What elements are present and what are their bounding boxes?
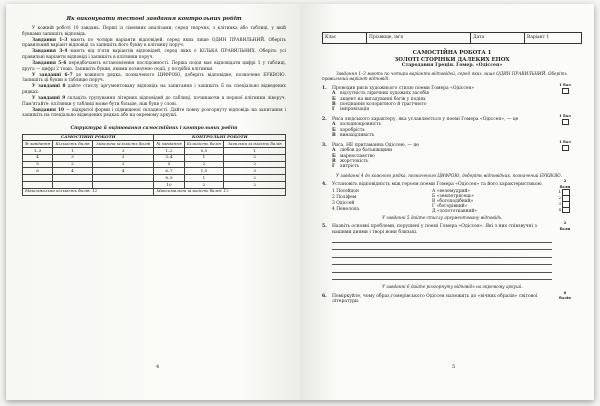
hero-name: Посейдон [336,188,359,194]
trait-letter: Б [432,193,436,199]
option-letter: Б [332,153,336,159]
option-letter: А [332,122,336,128]
question-text: Установіть відповідність між героєм поеми Гомера «Одіссея» та його характеристикою. [332,182,543,188]
right-page [300,4,594,400]
table-cell: 1–3 [23,148,53,155]
answer-box-1[interactable] [562,88,569,94]
option-text: хоробрість [340,127,365,133]
page-number-right: 5 [452,364,456,370]
instruction-1-3: Завдання 1–3 мають по чотири варіанти відповідей, серед яких лише ОДИН ПРАВИЛЬНИЙ. Оберіть правильний варіант відповіді. [322,71,567,82]
paragraph-lead: У завданні 6–7 [32,72,73,78]
table-cell: 10 [154,181,184,188]
col-task-number: № завдання [154,141,184,148]
paragraph-text: дайте стислу аргументовану відповідь на запитання і запишіть її на спеціально відведених рядках. [22,84,286,96]
answer-box-2[interactable] [562,119,569,125]
option-letter: В [332,159,336,165]
hero-number: 2 [332,194,335,200]
instruction-paragraph [22,61,286,72]
traits-list [432,189,477,214]
question-2-options [322,122,582,138]
trait-text: «богорівний» [436,203,468,209]
paragraph-lead: Завдання 1–3 [32,37,68,43]
instructions-title: Як виконувати тестові завдання контрольних робіт [66,16,242,22]
table-cell: 1,5 [184,168,224,175]
table-cell: 2 [184,161,224,168]
trait-text: «велемудрий» [436,188,470,194]
table-cell: 5 [23,161,53,168]
question-text: Поміркуйте, чому образ гомерівського Одіссея належить до «вічних образів» світової літератури. [332,293,538,305]
trait-letter: Г [432,203,435,209]
table-cell: 2 [224,181,286,188]
heroes-list [332,189,359,213]
option-letter: Б [332,127,336,133]
answer-box-3[interactable] [562,145,569,151]
question-text: Риса, НЕ притаманна Одіссею, — це [332,142,419,148]
question-1 [322,81,582,92]
question-5 [322,220,582,235]
question-number: 4. [322,182,327,188]
col-score: Кількість балів [53,141,93,148]
table-row [23,148,286,155]
option-text: поєднання колоритного й трагічного [340,102,427,107]
grid-answer-cell[interactable] [562,207,570,213]
table-cell: 2 [224,161,286,168]
table-cell: 8–9 [154,175,184,182]
answer-line[interactable] [332,249,552,250]
trait-text: «богоподібний» [436,198,474,204]
answer-line[interactable] [332,279,552,280]
answer-line[interactable] [332,264,552,265]
question-text: Назвіть основні проблеми, порушені у поемі Гомера «Одіссея». Які з них співзвучні з нашими днями і творі вони близькі. [332,224,537,235]
table-cell [92,181,154,188]
answer-option[interactable] [322,164,582,169]
option-text: винахідливість [340,133,375,139]
answer-lines[interactable] [322,242,582,281]
matching-answer-grid [555,189,570,213]
question-number: 3. [322,142,327,148]
question-text: Риса людського характеру, яка уславлюється у поемі Гомера «Одіссея», — це [332,116,519,122]
option-text: холоднокровність [340,122,382,128]
points-label: 1 бал [559,138,571,144]
col-total: Загальна кількість балів [92,141,154,148]
table-title: Структура й оцінювання самостійних і контрольних робіт [70,126,238,131]
table-cell: 1 [53,148,93,155]
trait-letter: Д [432,208,436,214]
question-number: 1. [322,85,327,91]
answer-line[interactable] [332,242,552,243]
instructions-text [22,26,286,119]
table-cell: 1 [224,148,286,155]
paragraph-lead: Завдання 10 [32,107,64,113]
instruction-paragraph [22,73,286,84]
instruction-4: У завданні 4 до кожного рядка, позначеного ЦИФРОЮ, доберіть відповідник, позначений БУКВОЮ. [336,172,563,178]
question-number: 5. [322,224,327,230]
grid-row [555,207,570,213]
question-3 [322,138,582,149]
points-label: 1 бал [559,112,571,118]
instruction-paragraph [22,96,286,107]
option-text: імпровізація [340,107,370,113]
paragraph-text: складіть групування літерних відповідей до таблиці, починаючи в першої клітинки ліворуч. Пам'ятайте: клітинки у таблиці може бути більше, ніж букв у слові. [22,96,286,107]
option-letter: Б [332,96,336,102]
paragraph-lead: У завданні 9 [32,96,66,102]
hero-name: Одіссей [336,200,355,206]
instruction-paragraph [22,38,286,49]
instruction-6: У завданні 6 дайте розгорнуту відповідь на окремому аркуші. [382,284,523,290]
workbook-spread [6,4,594,400]
student-header [322,32,582,44]
table-cell: 4 [53,168,93,175]
question-3-options [322,148,582,170]
question-text: Проводив риси художнього стилю поеми Гомера «Одіссея» [332,85,475,91]
option-letter: В [332,133,336,139]
col-score: Кількість балів [184,141,224,148]
option-letter: В [332,102,336,107]
table-cell [23,181,53,188]
grid-number: 4 [558,206,561,212]
paragraph-lead: Завдання 5–6 [32,61,67,67]
answer-line[interactable] [332,257,552,258]
option-text: акцент на вигадуванні богів у подіях [340,96,426,102]
table-cell [23,175,53,182]
question-4 [322,178,582,189]
hero-number: 3 [332,200,335,206]
paragraph-text: — відкритої форми і підвищеної складності. Дайте повну розгорнуту відповідь на запитання і запишіть на спеціально відведених рядках або на окремому аркуші. [22,107,286,119]
paragraph-text: до кожного рядка, позначеного ЦИФРОЮ, доберіть відповідне, позначене БУКВОЮ. Запишіть ці букви в таблицю поруч. [22,72,286,84]
left-page [6,4,300,400]
table-cell: 6 [23,168,53,175]
option-text: відсутність ліричних художніх засобів [340,91,429,97]
points-label: 1 бал [559,81,571,87]
option-text: хитрість [340,164,360,170]
table-group-independent: САМОСТІЙНІ РОБОТИ [23,134,154,141]
section-title: ЗОЛОТІ СТОРІНКИ ДАЛЕКИХ ЕПОХ [394,56,510,63]
table-group-control: КОНТРОЛЬНІ РОБОТИ [154,134,286,141]
hero-number: 1 [332,188,335,194]
question-number: 2. [322,116,327,122]
instruction-5: У завданні 5 дайте стислу аргументовану відповідь. [382,214,503,220]
table-cell: 4 [92,168,154,175]
points-label: 2 бали [559,178,571,189]
instruction-paragraph [22,108,286,119]
table-cell: 6–7 [154,168,184,175]
table-cell: 3 [53,154,93,161]
question-1-options [322,91,582,113]
table-cell: 2 [53,161,93,168]
option-text: жорстокість [340,159,369,165]
date-field[interactable]: Дата [471,33,525,43]
name-field[interactable]: Прізвище, ім'я [367,33,471,43]
instruction-paragraph [22,84,286,95]
table-row [23,181,286,188]
trait-text: «землетрясець» [436,193,475,199]
question-2 [322,112,582,123]
option-text: любов до батьківщини [340,148,393,154]
table-cell [53,181,93,188]
answer-line[interactable] [332,272,552,273]
option-text: марнославство [340,153,375,159]
answer-option[interactable] [322,107,582,112]
trait-letter: А [432,188,436,194]
topic-title: Стародавня Греція. Гомер. «Одіссея» [401,63,503,69]
trait-item [432,209,477,214]
points-label: 6 балів [559,289,571,301]
paragraph-text: мають від п'яти варіантів відповідей, серед яких є КІЛЬКА ПРАВИЛЬНИХ. Оберіть усі правильні варіанти відповіді і запишіть в клітинки поруч. [22,49,287,60]
matching-block [322,189,582,215]
instruction-paragraph [22,49,286,60]
option-letter: А [332,148,336,154]
table-row [23,175,286,182]
table-cell: 1–2 [154,148,184,155]
col-total: Загальна кількість балів [224,141,286,148]
class-field[interactable]: Клас [323,33,367,43]
max-score-control: Максимальна кількість балів: 12 [154,188,286,195]
table-cell: 5 [154,161,184,168]
table-cell: 0,5 [184,148,224,155]
table-cell: 3 [92,154,154,161]
table-cell: 3–4 [154,154,184,161]
paragraph-lead: У завданні 8 [32,84,66,90]
question-6 [322,289,582,305]
scoring-table [22,134,286,196]
table-cell: 2 [224,175,286,182]
table-row [23,154,286,161]
table-cell [92,175,154,182]
table-cell [53,175,93,182]
table-cell: 2 [184,181,224,188]
instruction-paragraph [22,26,286,37]
table-cell: 1 [184,175,224,182]
table-cell: 3 [92,148,154,155]
table-cell: 4 [23,154,53,161]
col-task-number: № завдання [23,141,53,148]
variant-label: Варіант 1 [527,35,550,40]
table-cell: 1 [184,154,224,161]
hero-item [332,207,359,213]
paragraph-text: У кожній роботі 10 завдань. Перші із сімовних аналізами, серед творчих, з клітинка або таблиці, у якій буквами запишіть відповідь. [22,26,286,37]
paragraph-lead: Завдання 3–4 [32,49,68,55]
table-cell: 3 [224,168,286,175]
option-letter: А [332,91,336,97]
table-cell: 2 [92,161,154,168]
grid-number: 2 [558,194,561,200]
answer-option[interactable] [322,133,582,138]
grid-number: 1 [558,188,561,194]
trait-letter: В [432,198,436,204]
trait-text: «золототкавний» [436,208,477,214]
max-score-independent: Максимальна кількість балів: 12 [23,188,154,195]
table-cell: 2 [224,154,286,161]
option-letter: Г [332,164,336,170]
hero-number: 4 [332,206,335,212]
work-title: САМОСТІЙНА РОБОТА 1 [412,50,492,56]
table-row [23,168,286,175]
question-number: 6. [322,293,327,299]
hero-name: Поліфем [336,194,357,200]
grid-number: 3 [558,200,561,206]
paragraph-text: передбачають встановлення послідовності. Перша подія має відповідати цифрі 1 у таблиці, друга — цифрі 2 тощо. Запишіть букви, якими позначено події, у потрібні клітинки. [22,61,286,72]
option-letter: Г [332,107,336,113]
paragraph-text: мають по чотири варіанти відповідей, серед яких лише ОДИН ПРАВИЛЬНИЙ. Оберіть правильний варіант відповіді та запишіть його букву в клітинку поруч. [22,37,286,49]
page-number-left: 4 [156,364,160,370]
hero-name: Пенелопа [336,206,360,212]
points-label: 2 бали [559,220,571,231]
table-row [23,161,286,168]
